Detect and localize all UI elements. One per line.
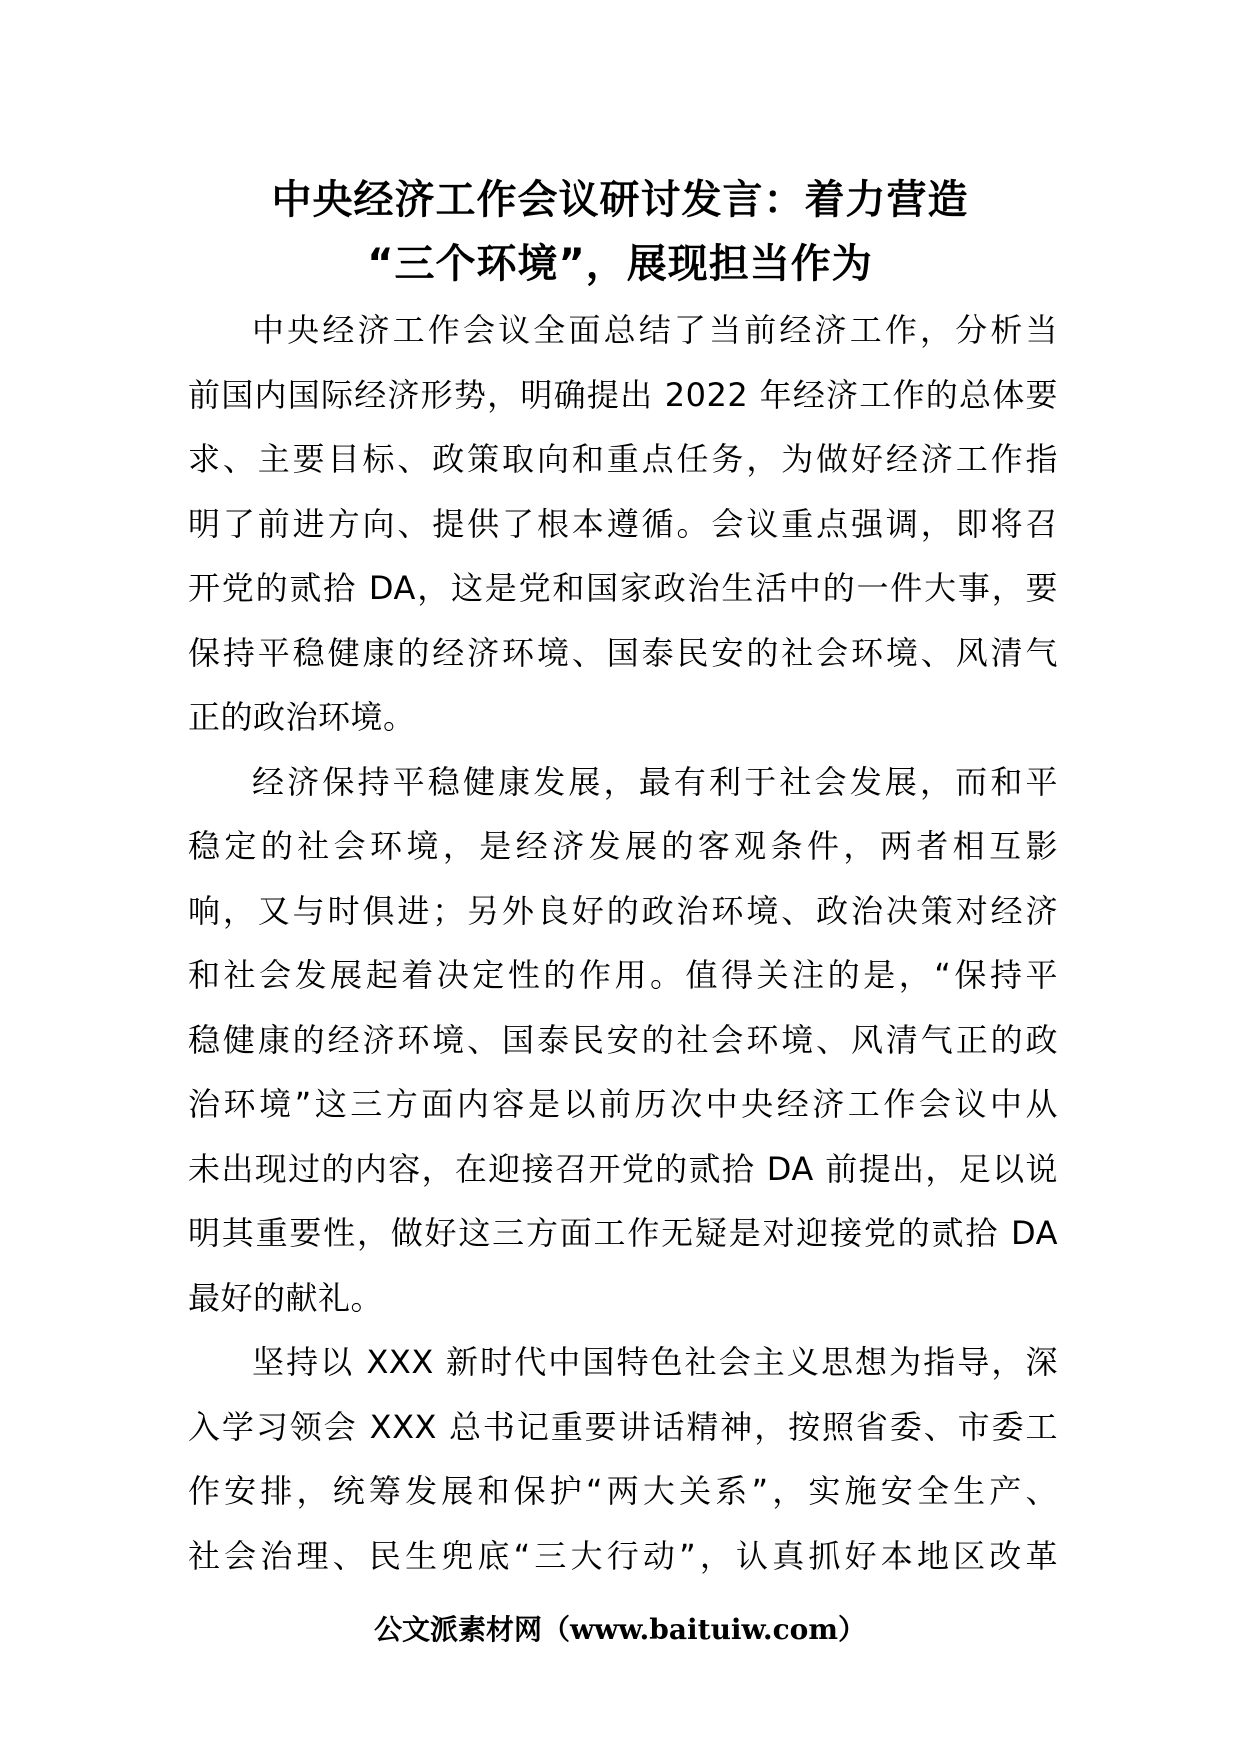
text-line: 治环境”这三方面内容是以前历次中央经济工作会议中从 [188, 1085, 1058, 1123]
text-line: 未出现过的内容，在迎接召开党的贰拾 DA 前提出，足以说 [188, 1149, 1058, 1188]
text-line: 稳定的社会环境，是经济发展的客观条件，两者相互影 [188, 827, 1058, 865]
text-line: 明了前进方向、提供了根本遵循。会议重点强调，即将召 [188, 504, 1058, 543]
text-line: 稳健康的经济环境、国泰民安的社会环境、风清气正的政 [188, 1020, 1058, 1059]
text-line: 响，又与时俱进；另外良好的政治环境、政治决策对经济 [188, 891, 1058, 930]
text-line: 开党的贰拾 DA，这是党和国家政治生活中的一件大事，要 [188, 569, 1058, 607]
text-line: 坚持以 XXX 新时代中国特色社会主义思想为指导，深 [252, 1343, 1058, 1381]
text-line: 明其重要性，做好这三方面工作无疑是对迎接党的贰拾 DA [188, 1214, 1058, 1252]
text-line: 作安排，统筹发展和保护“两大关系”，实施安全生产、 [188, 1472, 1058, 1510]
text-line: 求、主要目标、政策取向和重点任务，为做好经济工作指 [188, 440, 1058, 478]
paragraph-1 [188, 298, 1058, 750]
text-line: 正的政治环境。 [188, 698, 416, 736]
text-line: 最好的献礼。 [188, 1278, 384, 1317]
text-line: 社会治理、民生兜底“三大行动”，认真抓好本地区改革 [188, 1536, 1058, 1575]
paragraph-3 [188, 1330, 1058, 1588]
text-line: 前国内国际经济形势，明确提出 2022 年经济工作的总体要 [188, 375, 1058, 414]
title-line-1: 中央经济工作会议研讨发言：着力营造 [271, 177, 969, 223]
title-line-2: “三个环境”，展现担当作为 [367, 241, 873, 287]
text-line: 入学习领会 XXX 总书记重要讲话精神，按照省委、市委工 [188, 1407, 1058, 1446]
page-footer: 公文派素材网（www.baituiw.com） [374, 1613, 866, 1646]
text-line: 中央经济工作会议全面总结了当前经济工作，分析当 [252, 311, 1058, 349]
text-line: 经济保持平稳健康发展，最有利于社会发展，而和平 [252, 762, 1058, 801]
paragraph-2 [188, 750, 1058, 1331]
document-title [150, 168, 1090, 296]
text-line: 保持平稳健康的经济环境、国泰民安的社会环境、风清气 [188, 633, 1058, 672]
text-line: 和社会发展起着决定性的作用。值得关注的是，“保持平 [188, 956, 1058, 994]
document-body [188, 298, 1058, 1588]
